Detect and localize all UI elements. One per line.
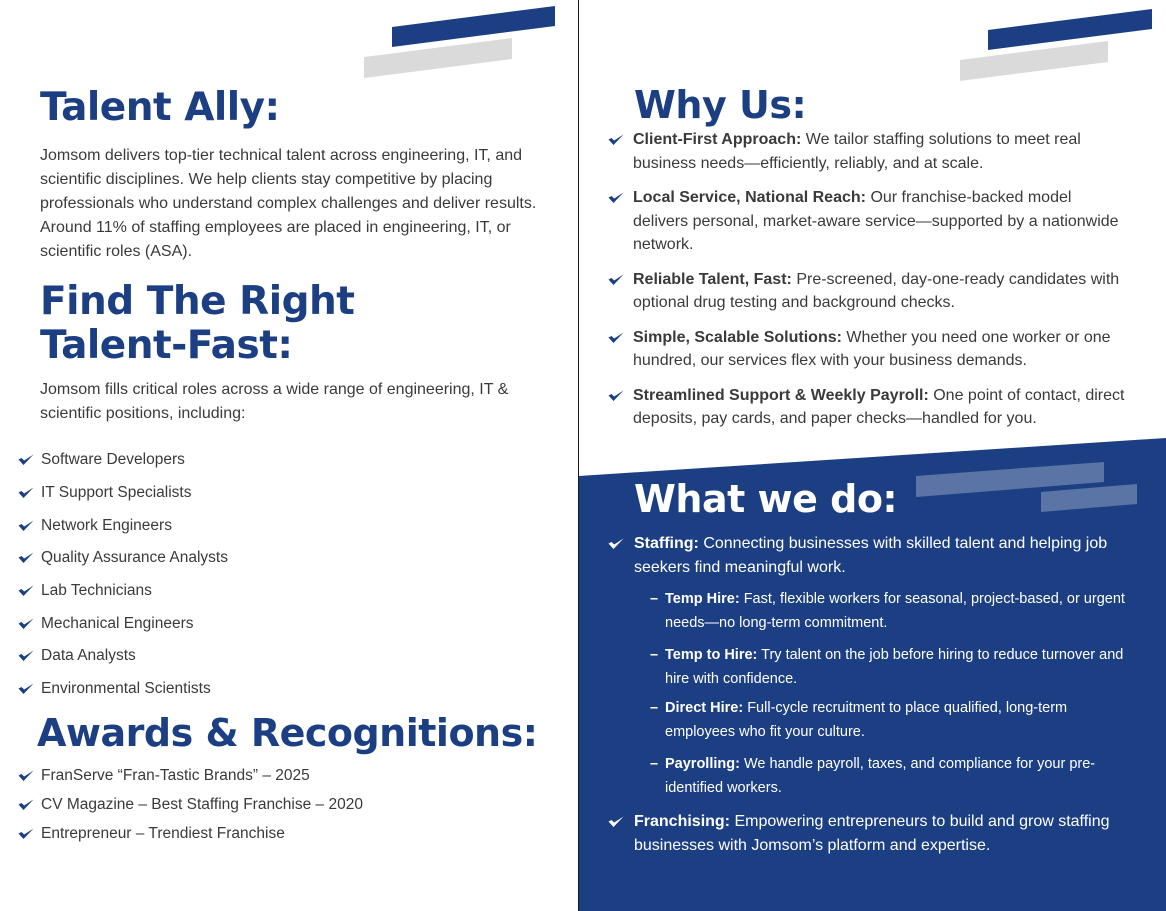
staffing-sub-list	[650, 588, 1130, 800]
role-label: Data Analysts	[41, 647, 136, 665]
why-us-title: Why Us:	[634, 83, 807, 127]
checkmark-icon	[18, 585, 34, 597]
checkmark-icon	[18, 520, 34, 532]
checkmark-icon	[608, 192, 624, 204]
franchising-text: Empowering entrepreneurs to build and grow staffing businesses with Jomsom’s platform and expertise.	[634, 813, 1110, 854]
checkmark-icon	[18, 487, 34, 499]
list-item	[608, 186, 1128, 257]
sub-label: Direct Hire:	[665, 700, 744, 716]
list-item	[18, 607, 228, 640]
find-talent-intro: Jomsom fills critical roles across a wide range of engineering, IT & scientific positions, including:	[40, 381, 509, 422]
stripe-gray-right	[960, 41, 1108, 81]
checkmark-icon	[18, 683, 34, 695]
checkmark-icon	[608, 538, 624, 550]
role-label: Quality Assurance Analysts	[41, 549, 228, 567]
franchising-label: Franchising:	[634, 813, 731, 830]
stripe-navy-right	[988, 9, 1152, 50]
why-label: Local Service, National Reach:	[633, 189, 866, 206]
sub-label: Temp to Hire:	[665, 647, 758, 663]
checkmark-icon	[608, 332, 624, 344]
award-label: CV Magazine – Best Staffing Franchise – 2020	[41, 795, 363, 813]
sub-text: Try talent on the job before hiring to reduce turnover and hire with confidence.	[665, 647, 1124, 687]
list-item	[608, 326, 1128, 373]
awards-list	[18, 761, 363, 848]
dash-icon: –	[650, 591, 659, 607]
list-item	[650, 697, 1130, 744]
why-text: Whether you need one worker or one hundred, our services flex with your business demands.	[633, 328, 1111, 369]
list-item	[18, 761, 363, 790]
sub-label: Payrolling:	[665, 756, 740, 772]
why-text: Pre-screened, day-one-ready candidates with optional drug testing and background checks.	[633, 270, 1120, 311]
checkmark-icon	[18, 799, 34, 811]
role-label: Environmental Scientists	[41, 680, 211, 698]
dash-icon: –	[650, 647, 659, 663]
roles-list	[18, 444, 228, 706]
checkmark-icon	[18, 770, 34, 782]
list-item	[608, 384, 1128, 431]
staffing-label: Staffing:	[634, 535, 699, 552]
sub-label: Temp Hire:	[665, 591, 740, 607]
role-label: IT Support Specialists	[41, 484, 192, 502]
dash-icon: –	[650, 700, 659, 716]
checkmark-icon	[18, 650, 34, 662]
why-text: One point of contact, direct deposits, pay cards, and paper checks—handled for you.	[633, 386, 1125, 427]
list-item	[18, 819, 363, 848]
role-label: Software Developers	[41, 451, 185, 469]
list-item	[18, 790, 363, 819]
sub-text: Fast, flexible workers for seasonal, project-based, or urgent needs—no long-term commitment.	[665, 591, 1125, 631]
checkmark-icon	[18, 618, 34, 630]
list-item	[650, 644, 1130, 691]
list-item	[18, 640, 228, 673]
dash-icon: –	[650, 756, 659, 772]
sub-text: We handle payroll, taxes, and compliance for your pre-identified workers.	[665, 756, 1096, 796]
checkmark-icon	[608, 816, 624, 828]
staffing-text: Connecting businesses with skilled talent and helping job seekers find meaningful work.	[634, 535, 1108, 576]
stripe-gray-left	[364, 38, 512, 78]
why-label: Reliable Talent, Fast:	[633, 270, 792, 288]
list-item	[18, 575, 228, 608]
stripe-navy-left	[392, 6, 555, 47]
checkmark-icon	[18, 828, 34, 840]
checkmark-icon	[608, 274, 624, 286]
why-label: Client-First Approach:	[633, 131, 802, 148]
staffing-item	[608, 532, 1138, 579]
find-talent-title-line2: Talent-Fast:	[40, 322, 293, 368]
list-item	[18, 542, 228, 575]
checkmark-icon	[608, 390, 624, 402]
list-item	[608, 128, 1128, 175]
checkmark-icon	[608, 134, 624, 146]
list-item	[608, 268, 1128, 315]
why-label: Simple, Scalable Solutions:	[633, 328, 842, 346]
list-item	[18, 509, 228, 542]
list-item	[18, 673, 228, 706]
why-text: Our franchise-backed model delivers personal, market-aware service—supported by a nationwide network.	[633, 189, 1119, 253]
checkmark-icon	[18, 552, 34, 564]
awards-title: Awards & Recognitions:	[37, 711, 538, 755]
role-label: Network Engineers	[41, 516, 172, 534]
award-label: Entrepreneur – Trendiest Franchise	[41, 824, 285, 842]
checkmark-icon	[18, 454, 34, 466]
list-item	[650, 753, 1130, 800]
franchising-item	[608, 810, 1138, 857]
what-we-do-title: What we do:	[634, 477, 898, 521]
list-item	[650, 588, 1130, 635]
talent-ally-title: Talent Ally:	[40, 85, 280, 130]
sub-text: Full-cycle recruitment to place qualified, long-term employees who fit your culture.	[665, 700, 1068, 740]
role-label: Mechanical Engineers	[41, 614, 194, 632]
why-us-list	[608, 128, 1128, 431]
why-text: We tailor staffing solutions to meet real business needs—efficiently, reliably, and at scale.	[633, 131, 1081, 172]
find-talent-title	[40, 280, 354, 367]
award-label: FranServe “Fran-Tastic Brands” – 2025	[41, 766, 310, 784]
page-divider	[578, 0, 579, 911]
why-label: Streamlined Support & Weekly Payroll:	[633, 386, 929, 404]
role-label: Lab Technicians	[41, 582, 152, 600]
talent-ally-body: Jomsom delivers top-tier technical talent across engineering, IT, and scientific disciplines. We help clients stay competitive by placing professionals who understand complex challenges and deliver results. Around 11% of staffing employees are placed in engineering, IT, or scientific roles (ASA).	[40, 147, 537, 260]
list-item	[18, 444, 228, 477]
list-item	[18, 477, 228, 510]
find-talent-title-line1: Find The Right	[40, 279, 355, 324]
